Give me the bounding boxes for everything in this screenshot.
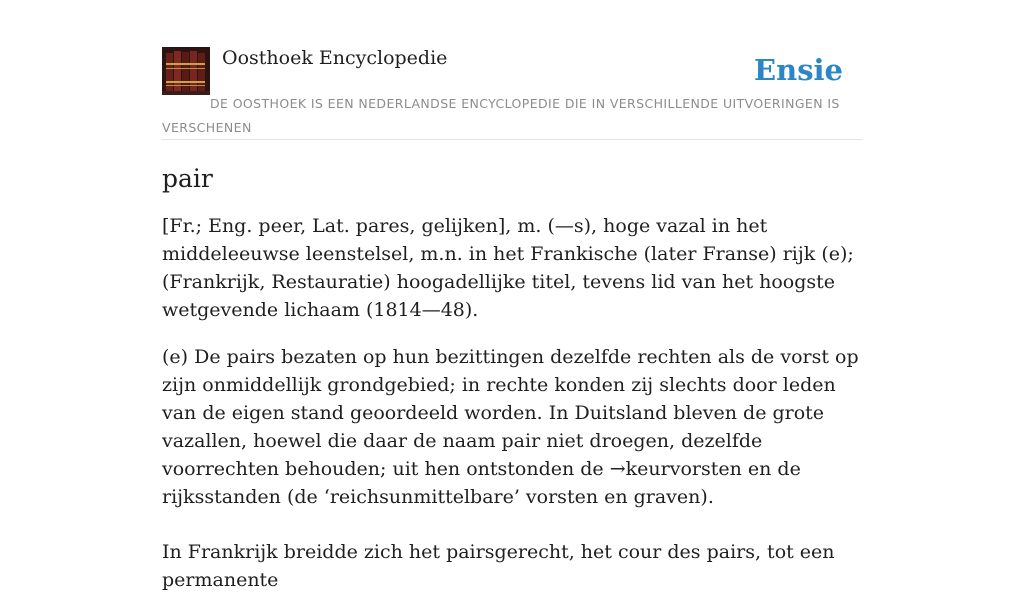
entry-paragraph: In Frankrijk breidde zich het pairsgerecht, het cour des pairs, tot een permanente [162,541,835,591]
header-divider [162,139,862,140]
cross-reference-link[interactable]: →keurvorsten [609,458,742,480]
paragraph-text: (e) De pairs bezaten op hun bezittingen dezelfde rechten als de vorst op zijn onmiddellijk grondgebied; in rechte konden zij slechts door leden van de eigen stand geoordeeld worden. In Duitsland bleven de grote vazallen, hoewel die daar de naam pair niet droegen, dezelfde voorrechten behouden; uit hen ontstonden de [162,346,859,480]
site-title[interactable]: Oosthoek Encyclopedie [222,47,448,69]
entry-content [162,160,862,613]
entry-title: pair [162,164,213,193]
site-tagline: DE OOSTHOEK IS EEN NEDERLANDSE ENCYCLOPEDIE DIE IN VERSCHILLENDE UITVOERINGEN IS VERSCHENEN [162,96,840,135]
brand-logo[interactable]: Ensie [754,53,843,87]
book-spines-icon [162,47,210,95]
encyclopedia-avatar[interactable] [162,47,210,95]
paragraph-text: en de rijksstanden (de ‘reichsunmittelbare’ vorsten en graven). [162,458,801,508]
entry-paragraph [162,343,862,511]
site-header [162,46,862,140]
entry-paragraph: [Fr.; Eng. peer, Lat. pares, gelijken], m. (—s), hoge vazal in het middeleeuwse leenstelsel, m.n. in het Frankische (later Franse) rijk (e); (Frankrijk, Restauratie) hoogadellijke titel, tevens lid van het hoogste wetgevende lichaam (1814—48). [162,215,854,321]
